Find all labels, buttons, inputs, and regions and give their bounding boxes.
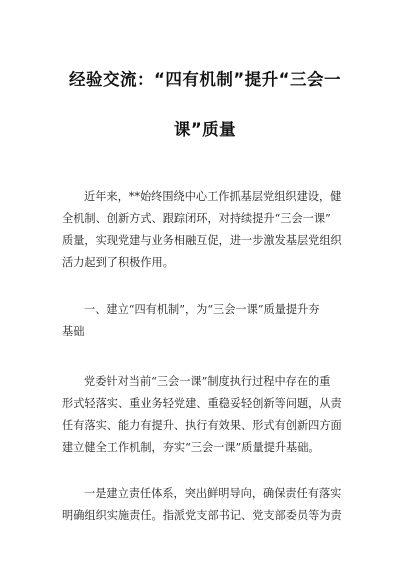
paragraph-intro: [62, 186, 362, 274]
paragraph-line: 形式轻落实、重业务轻党建、重稳妥轻创新等问题，从责: [62, 397, 342, 410]
paragraph-line: 近年来，**始终围绕中心工作抓基层党组织建设，健: [84, 190, 342, 203]
section-heading-1: [62, 299, 362, 343]
paragraph-line: 建立健全工作机制，夯实“三会一课”质量提升基础。: [62, 441, 320, 454]
document-title-line-1: 经验交流：“四有机制”提升“三会一: [68, 70, 342, 89]
document-title-line-2: 课”质量: [173, 120, 237, 139]
paragraph-line: 基础: [62, 325, 85, 338]
paragraph-line: 质量，实现党建与业务相融互促，进一步激发基层党组织: [62, 234, 342, 247]
paragraph-line: 任有落实、能力有提升、执行有效果、形式有创新四方面: [62, 419, 342, 432]
paragraph-line: 全机制、创新方式、跟踪闭环，对持续提升“三会一课”: [62, 212, 331, 225]
paragraph-line: 一、建立“四有机制”，为“三会一课”质量提升夯: [84, 303, 320, 316]
paragraph-line: 党委针对当前“三会一课”制度执行过程中存在的重: [84, 375, 331, 388]
paragraph-line: 活力起到了积极作用。: [62, 256, 174, 269]
paragraph-body-1: [62, 371, 362, 459]
paragraph-body-2: [62, 483, 362, 527]
paragraph-line: 明确组织实施责任。指派党支部书记、党支部委员等为责: [62, 509, 342, 522]
paragraph-line: 一是建立责任体系，突出鲜明导向，确保责任有落实: [84, 487, 342, 500]
